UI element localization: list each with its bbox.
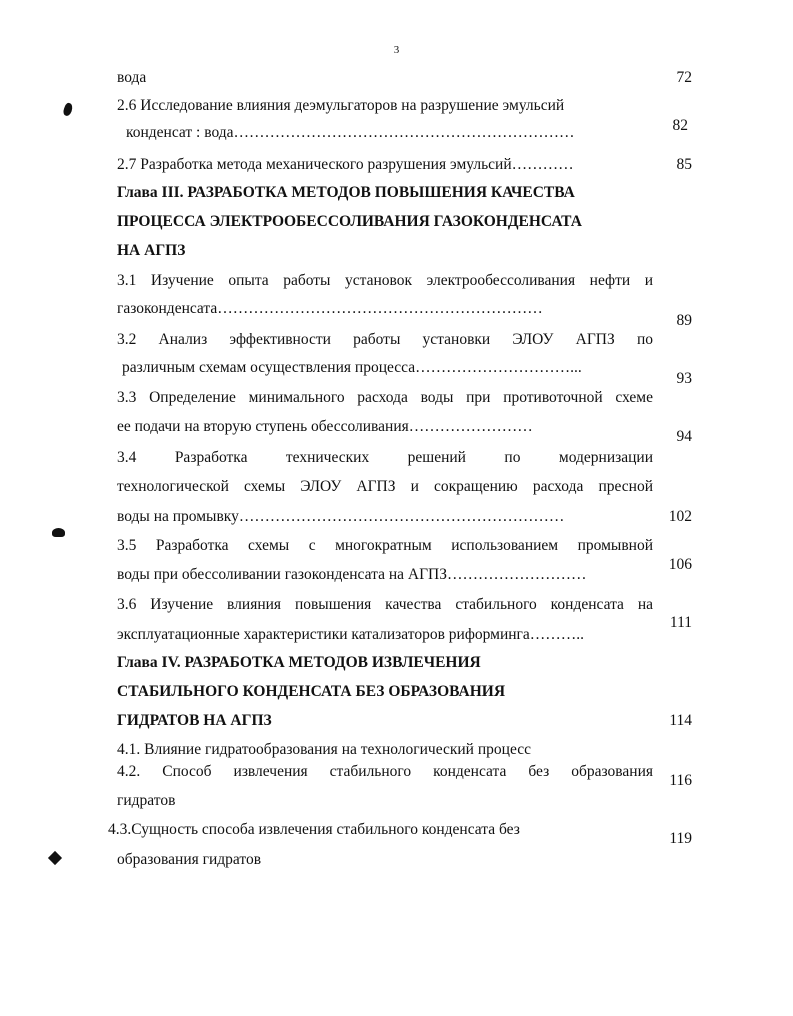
toc-line: газоконденсата……………………………………………………… <box>117 300 543 317</box>
page-number: 3 <box>393 44 400 56</box>
toc-line: ее подачи на вторую ступень обессоливания…………………… <box>117 418 533 435</box>
toc-line: 4.1. Влияние гидратообразования на технологический процесс <box>117 741 531 758</box>
toc-line: 3.3 Определение минимального расхода воды при противоточной схеме <box>117 389 653 406</box>
toc-line: воды на промывку……………………………………………………… <box>117 508 565 525</box>
toc-page-ref: 93 <box>676 370 692 387</box>
toc-line: технологической схемы ЭЛОУ АГПЗ и сокращению расхода пресной <box>117 478 653 495</box>
toc-line: 4.2. Способ извлечения стабильного конденсата без образования <box>117 763 653 780</box>
chapter-heading: НА АГПЗ <box>117 242 186 259</box>
toc-line: 2.6 Исследование влияния деэмульгаторов на разрушение эмульсий <box>117 97 565 114</box>
toc-line: 2.7 Разработка метода механического разрушения эмульсий………… <box>117 156 574 173</box>
toc-line: 3.5 Разработка схемы с многократным использованием промывной <box>117 537 653 554</box>
chapter-heading: Глава IV. РАЗРАБОТКА МЕТОДОВ ИЗВЛЕЧЕНИЯ <box>117 654 481 671</box>
toc-line: эксплуатационные характеристики катализаторов риформинга……….. <box>117 626 585 643</box>
toc-line: конденсат : вода………………………………………………………… <box>126 124 575 141</box>
toc-line: воды при обессоливании газоконденсата на АГПЗ……………………… <box>117 566 587 583</box>
chapter-heading: СТАБИЛЬНОГО КОНДЕНСАТА БЕЗ ОБРАЗОВАНИЯ <box>117 683 506 700</box>
scan-mark <box>52 528 65 537</box>
toc-page-ref: 89 <box>676 312 692 329</box>
toc-line: 3.4 Разработка технических решений по модернизации <box>117 449 653 466</box>
chapter-heading: ПРОЦЕССА ЭЛЕКТРООБЕССОЛИВАНИЯ ГАЗОКОНДЕНСАТА <box>117 213 582 230</box>
toc-page-ref: 102 <box>668 508 692 525</box>
toc-line: 3.1 Изучение опыта работы установок электрообессоливания нефти и <box>117 272 653 289</box>
toc-page-ref: 82 <box>672 117 688 134</box>
scan-mark <box>48 851 62 865</box>
toc-line: гидратов <box>117 792 176 809</box>
toc-page-ref: 106 <box>668 556 692 573</box>
scan-mark <box>62 102 74 117</box>
chapter-heading: ГИДРАТОВ НА АГПЗ <box>117 712 272 729</box>
toc-page-ref: 94 <box>676 428 692 445</box>
toc-line: различным схемам осуществления процесса…………………………... <box>122 359 582 376</box>
toc-line: 3.2 Анализ эффективности работы установки ЭЛОУ АГПЗ по <box>117 331 653 348</box>
toc-page-ref: 119 <box>669 830 692 847</box>
toc-line: 4.3.Сущность способа извлечения стабильного конденсата без <box>108 821 520 838</box>
toc-page-ref: 114 <box>669 712 692 729</box>
chapter-heading: Глава III. РАЗРАБОТКА МЕТОДОВ ПОВЫШЕНИЯ КАЧЕСТВА <box>117 184 575 201</box>
toc-page-ref: 111 <box>669 614 692 631</box>
toc-line: образования гидратов <box>117 851 262 868</box>
toc-page-ref: 116 <box>669 772 692 789</box>
toc-page-ref: 72 <box>676 69 692 86</box>
toc-line: 3.6 Изучение влияния повышения качества стабильного конденсата на <box>117 596 653 613</box>
toc-page-ref: 85 <box>676 156 692 173</box>
toc-line: вода <box>117 69 147 86</box>
